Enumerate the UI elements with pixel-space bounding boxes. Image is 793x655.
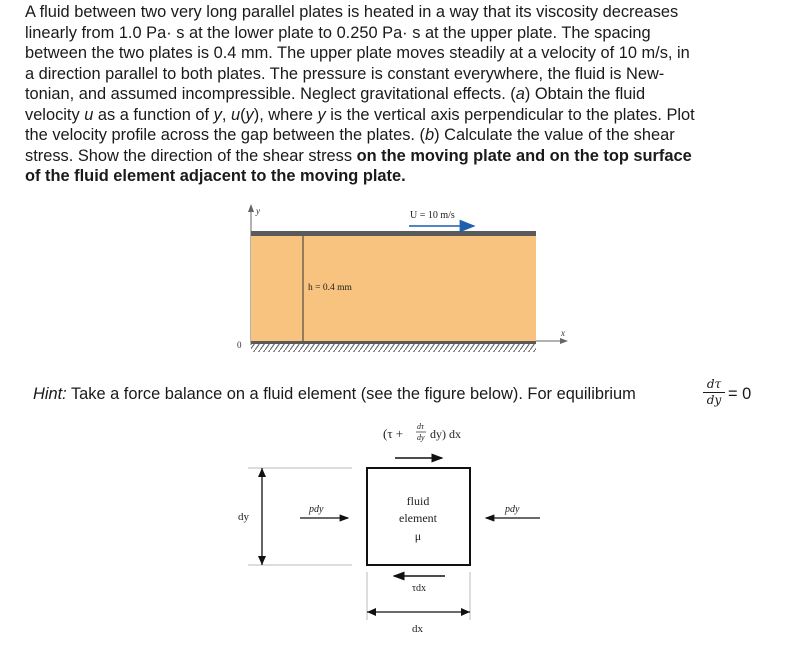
top-force-frac-num: dτ bbox=[417, 422, 424, 431]
dx-arrow-right bbox=[461, 608, 470, 616]
x-axis-label: x bbox=[561, 328, 565, 338]
dx-arrow-left bbox=[367, 608, 376, 616]
element-label-fluid: fluid bbox=[406, 494, 430, 508]
equilibrium-fraction: dτ dy bbox=[703, 378, 725, 407]
problem-line-6: velocity u as a function of y, u(y), where y is the vertical axis perpendicular to the plates. Plot bbox=[25, 105, 695, 124]
problem-line-8: stress. Show the direction of the shear stress on the moving plate and on the top surface bbox=[25, 146, 692, 165]
hint-text: Hint: Take a force balance on a fluid element (see the figure below). For equilibrium bbox=[33, 385, 636, 403]
ground-hatching bbox=[251, 344, 536, 352]
velocity-label: U = 10 m/s bbox=[410, 210, 455, 221]
fluid-region bbox=[251, 236, 536, 341]
dy-arrow-down bbox=[258, 556, 266, 565]
problem-line-1: A fluid between two very long parallel plates is heated in a way that its viscosity decreases bbox=[25, 3, 679, 21]
bottom-shear-label: τdx bbox=[412, 583, 427, 594]
left-pressure-label: pdy bbox=[309, 504, 324, 515]
element-label-element: element bbox=[399, 511, 437, 525]
lower-plate bbox=[251, 341, 536, 344]
gap-label: h = 0.4 mm bbox=[308, 283, 352, 293]
problem-line-2: linearly from 1.0 Pa· s at the lower plate to 0.250 Pa· s at the upper plate. The spacing bbox=[25, 23, 651, 42]
dx-label: dx bbox=[412, 623, 423, 635]
element-label-mu: μ bbox=[414, 529, 422, 543]
problem-line-7: the velocity profile across the gap between the plates. (b) Calculate the value of the shear bbox=[25, 126, 675, 144]
upper-plate bbox=[251, 231, 536, 236]
right-pressure-label: pdy bbox=[505, 504, 520, 515]
origin-label: 0 bbox=[237, 340, 242, 350]
element-figure bbox=[238, 422, 540, 635]
equilibrium-equals-zero: = 0 bbox=[728, 385, 752, 403]
problem-line-3: between the two plates is 0.4 mm. The upper plate moves steadily at a velocity of 10 m/s, in bbox=[25, 44, 690, 62]
y-axis-label: y bbox=[256, 206, 260, 216]
dy-arrow-up bbox=[258, 468, 266, 477]
problem-line-9: of the fluid element adjacent to the moving plate. bbox=[25, 167, 406, 185]
problem-line-5: tonian, and assumed incompressible. Neglect gravitational effects. (a) Obtain the fluid bbox=[25, 85, 646, 103]
dy-label: dy bbox=[238, 511, 249, 523]
top-force-close: dy) dx bbox=[430, 427, 461, 441]
top-force-open: (τ + bbox=[383, 426, 404, 441]
channel-figure bbox=[237, 205, 567, 352]
problem-line-4: a direction parallel to both plates. The pressure is constant everywhere, the fluid is New- bbox=[25, 64, 665, 83]
top-force-frac-den: dy bbox=[417, 433, 425, 442]
